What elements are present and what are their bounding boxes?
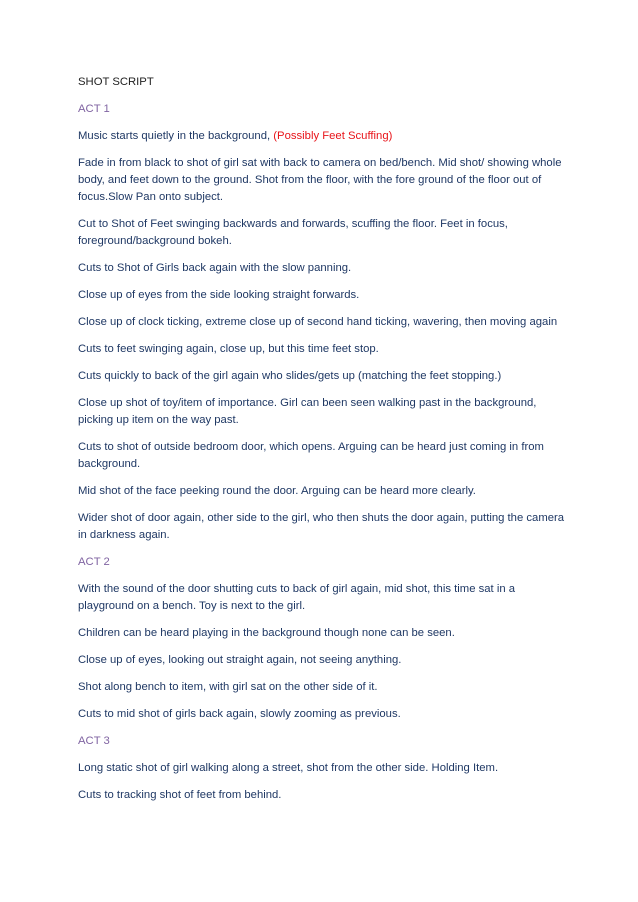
act-1-shot-6: Cuts to feet swinging again, close up, but this time feet stop. <box>78 343 379 355</box>
act-1-shot-7: Cuts quickly to back of the girl again who slides/gets up (matching the feet stopping.) <box>78 370 502 382</box>
act-1-heading: ACT 1 <box>78 103 110 115</box>
act-1-intro <box>78 128 570 145</box>
act-3-shot-2: Cuts to tracking shot of feet from behind. <box>78 789 282 801</box>
act-1-intro-text: Music starts quietly in the background, <box>78 130 274 142</box>
act-3-heading: ACT 3 <box>78 735 110 747</box>
act-1-shot-1: Fade in from black to shot of girl sat with back to camera on bed/bench. Mid shot/ showing whole body, and feet down to the ground. Shot from the floor, with the fore ground of the floor out of focus.Slow Pan onto subject. <box>78 157 562 203</box>
act-1-shot-2: Cut to Shot of Feet swinging backwards and forwards, scuffing the floor. Feet in focus, foreground/background bokeh. <box>78 218 508 247</box>
document-title: SHOT SCRIPT <box>78 76 154 88</box>
act-2-shot-5: Cuts to mid shot of girls back again, slowly zooming as previous. <box>78 708 401 720</box>
act-1-shot-4: Close up of eyes from the side looking straight forwards. <box>78 289 360 301</box>
act-3-shot-1: Long static shot of girl walking along a street, shot from the other side. Holding Item. <box>78 762 499 774</box>
act-2-shot-2: Children can be heard playing in the background though none can be seen. <box>78 627 455 639</box>
script-body <box>78 74 570 814</box>
act-1-shot-10: Mid shot of the face peeking round the door. Arguing can be heard more clearly. <box>78 485 476 497</box>
act-1-shot-9: Cuts to shot of outside bedroom door, which opens. Arguing can be heard just coming in from background. <box>78 441 544 470</box>
act-2-heading: ACT 2 <box>78 556 110 568</box>
act-2-shot-3: Close up of eyes, looking out straight again, not seeing anything. <box>78 654 402 666</box>
act-1-shot-8: Close up shot of toy/item of importance. Girl can been seen walking past in the background, picking up item on the way past. <box>78 397 537 426</box>
act-1-intro-note: (Possibly Feet Scuffing) <box>273 130 393 142</box>
act-1-shot-5: Close up of clock ticking, extreme close up of second hand ticking, wavering, then moving again <box>78 316 558 328</box>
act-2-shot-4: Shot along bench to item, with girl sat on the other side of it. <box>78 681 378 693</box>
act-2-shot-1: With the sound of the door shutting cuts to back of girl again, mid shot, this time sat in a playground on a bench. Toy is next to the girl. <box>78 583 516 612</box>
act-1-shot-3: Cuts to Shot of Girls back again with the slow panning. <box>78 262 352 274</box>
act-1-shot-11: Wider shot of door again, other side to the girl, who then shuts the door again, putting the camera in darkness again. <box>78 512 565 541</box>
